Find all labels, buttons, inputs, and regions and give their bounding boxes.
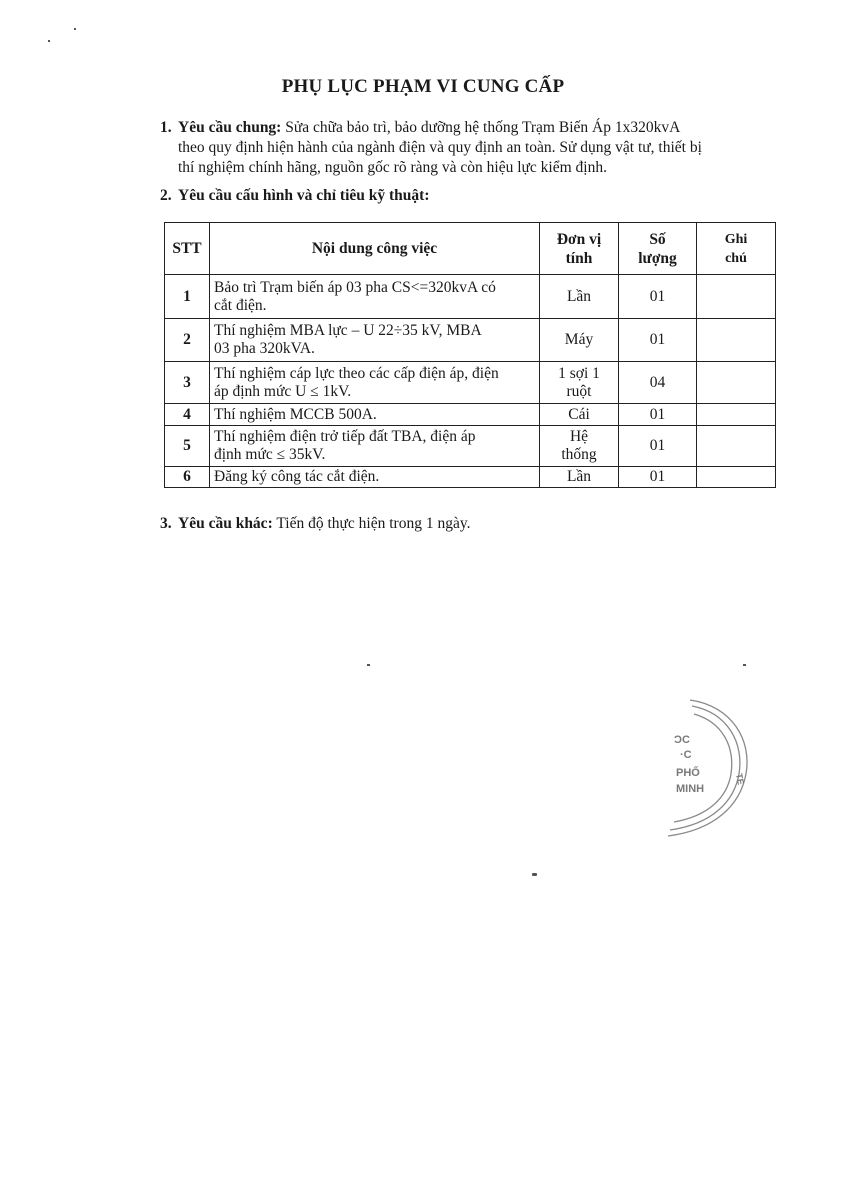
cell-stt: 4 [165,404,210,426]
header-unit-line: Đơn vị [556,230,602,248]
cell-note [697,467,776,488]
table-row [165,404,776,426]
cell-line: Thí nghiệm MBA lực – U 22÷35 kV, MBA [214,322,482,339]
table-row [165,426,776,467]
other-requirements-section [160,514,770,534]
cell-unit: Lần [540,275,619,319]
seal-line: TE [734,772,746,786]
cell-content [210,426,540,467]
table-row [165,467,776,488]
cell-line: ruột [566,382,592,400]
header-note-line: chú [725,250,747,266]
table-row [165,319,776,362]
cell-note [697,362,776,404]
scan-speck [367,664,370,666]
table-header-row [165,223,776,275]
cell-line: Hệ [569,428,589,445]
cell-stt: 1 [165,275,210,319]
cell-unit: Máy [540,319,619,362]
header-unit [540,223,619,275]
cell-line: Bảo trì Trạm biến áp 03 pha CS<=320kvA có [214,278,496,296]
scan-speck [74,28,76,30]
cell-line: định mức ≤ 35kV. [214,446,326,463]
cell-line: áp định mức U ≤ 1kV. [214,382,352,400]
cell-quantity: 04 [619,362,697,404]
section-label: Yêu cầu chung: [178,119,282,136]
section-label: Yêu cầu cấu hình và chỉ tiêu kỹ thuật: [178,187,430,204]
cell-content [210,319,540,362]
cell-note [697,426,776,467]
cell-unit [540,426,619,467]
table-row [165,362,776,404]
seal-line: ·C [680,749,692,761]
header-note [697,223,776,275]
header-content: Nội dung công việc [210,223,540,275]
cell-unit [540,362,619,404]
section-line: theo quy định hiện hành của ngành điện và quy định an toàn. Sử dụng vật tư, thiết bị [178,139,702,156]
cell-content: Đăng ký công tác cắt điện. [210,467,540,488]
header-stt: STT [165,223,210,275]
cell-content: Thí nghiệm MCCB 500A. [210,404,540,426]
page-title: PHỤ LỤC PHẠM VI CUNG CẤP [281,76,565,97]
cell-stt: 3 [165,362,210,404]
technical-requirements-section [160,186,770,206]
section-line: thí nghiệm chính hãng, nguồn gốc rõ ràng và còn hiệu lực kiểm định. [178,159,607,176]
cell-stt: 6 [165,467,210,488]
cell-content [210,362,540,404]
cell-unit: Cái [540,404,619,426]
table-row [165,275,776,319]
cell-line: Thí nghiệm cáp lực theo các cấp điện áp, điện [214,364,499,382]
cell-line: thống [561,446,597,463]
cell-line: 03 pha 320kVA. [214,340,315,357]
header-note-line: Ghi [724,231,748,247]
cell-stt: 2 [165,319,210,362]
seal-line: MINH [676,783,705,795]
cell-quantity: 01 [619,275,697,319]
section-number: 3. [160,515,172,532]
section-text: Tiến độ thực hiện trong 1 ngày. [276,515,471,532]
cell-quantity: 01 [619,404,697,426]
scope-table [164,222,776,488]
cell-note [697,319,776,362]
cell-note [697,275,776,319]
cell-content [210,275,540,319]
seal-line: ƆC [674,734,690,746]
section-number: 2. [160,187,172,204]
header-quantity [619,223,697,275]
scan-speck [743,664,746,666]
section-number: 1. [160,119,172,136]
cell-quantity: 01 [619,426,697,467]
cell-unit: Lần [540,467,619,488]
scan-speck [48,40,50,42]
general-requirements-section [160,118,770,178]
cell-quantity: 01 [619,319,697,362]
cell-line: Thí nghiệm điện trở tiếp đất TBA, điện áp [214,428,476,445]
cell-line: 1 sợi 1 [558,364,600,382]
cell-line: cắt điện. [214,296,267,314]
seal-line: PHỐ [676,767,700,779]
cell-quantity: 01 [619,467,697,488]
section-text: Sửa chữa bảo trì, bảo dưỡng hệ thống Trạm Biến Áp 1x320kvA [285,119,681,136]
section-line [178,118,770,138]
header-unit-line: tính [565,249,593,267]
cell-stt: 5 [165,426,210,467]
cell-note [697,404,776,426]
scan-speck [532,873,537,876]
official-seal-stamp [640,688,760,838]
section-label: Yêu cầu khác: [178,515,273,532]
header-qty-line: lượng [638,249,677,267]
header-qty-line: Số [649,230,666,248]
